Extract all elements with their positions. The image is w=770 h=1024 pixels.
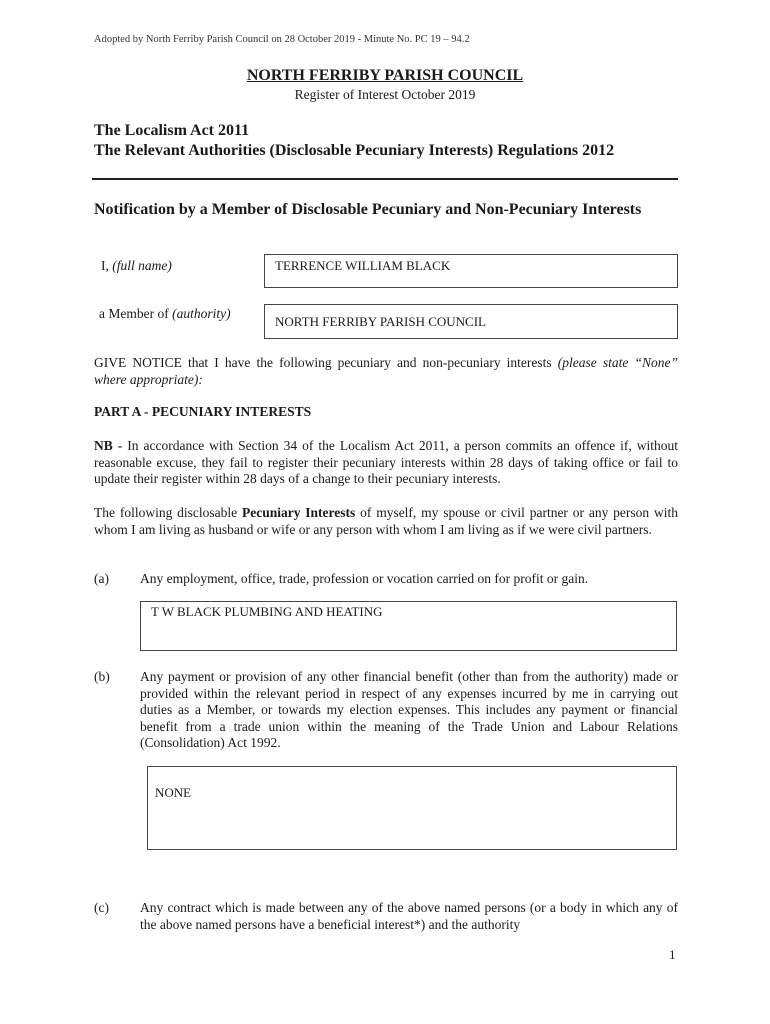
full-name-label bbox=[101, 258, 172, 274]
document-header-note: Adopted by North Ferriby Parish Council on 28 October 2019 - Minute No. PC 19 – 94.2 bbox=[94, 34, 470, 45]
act-title-localism: The Localism Act 2011 bbox=[94, 122, 250, 139]
item-c-label: (c) bbox=[94, 900, 109, 915]
nb-label: NB - bbox=[94, 438, 128, 453]
give-notice-hint: (please state “None” where appropriate): bbox=[94, 355, 678, 387]
give-notice-text: GIVE NOTICE that I have the following pecuniary and non-pecuniary interests bbox=[94, 355, 558, 370]
item-c-text: Any contract which is made between any of the above named persons (or a body in which any of the above named persons have a beneficial interest*) and the authority bbox=[140, 900, 678, 932]
register-subtitle: Register of Interest October 2019 bbox=[294, 87, 476, 102]
full-name-field[interactable] bbox=[264, 254, 678, 288]
page-number: 1 bbox=[669, 947, 676, 962]
full-name-label-hint: (full name) bbox=[112, 258, 172, 273]
following-bold: Pecuniary Interests bbox=[241, 505, 356, 520]
give-notice-paragraph bbox=[94, 355, 678, 388]
section-divider bbox=[92, 178, 678, 180]
item-b-label: (b) bbox=[94, 669, 110, 684]
item-b-text: Any payment or provision of any other financial benefit (other than from the authority) made or provided within the relevant period in respect of any expenses incurred by me in carrying out duties as a Member, or towards my election expenses. This includes any payment or financial benefit from a trade union within the meaning of the Trade Union and Labour Relations (Consolidation) Act 1992. bbox=[140, 669, 678, 750]
act-title-regulations: The Relevant Authorities (Disclosable Pecuniary Interests) Regulations 2012 bbox=[94, 142, 615, 159]
full-name-value: TERRENCE WILLIAM BLACK bbox=[275, 258, 451, 273]
council-title: NORTH FERRIBY PARISH COUNCIL bbox=[246, 67, 524, 84]
following-interests-paragraph bbox=[94, 505, 678, 538]
nb-paragraph bbox=[94, 438, 678, 488]
following-before: The following disclosable bbox=[94, 505, 242, 520]
following-after: of myself, my spouse or civil partner or any person with whom I am living as husband or wife or any person with whom I am living as if we were civil partners. bbox=[94, 505, 678, 537]
item-a-answer-field[interactable] bbox=[140, 601, 677, 651]
notification-title: Notification by a Member of Disclosable Pecuniary and Non-Pecuniary Interests bbox=[94, 201, 642, 218]
authority-value: NORTH FERRIBY PARISH COUNCIL bbox=[275, 314, 486, 329]
full-name-label-prefix: I, bbox=[101, 258, 113, 273]
item-a-label: (a) bbox=[94, 571, 109, 586]
nb-text: In accordance with Section 34 of the Localism Act 2011, a person commits an offence if, without reasonable excuse, they fail to register their pecuniary interests within 28 days of taking office or fail to update their register within 28 days of a change to their pecuniary interests. bbox=[94, 438, 679, 486]
authority-label bbox=[99, 306, 231, 322]
item-a-answer: T W BLACK PLUMBING AND HEATING bbox=[151, 604, 383, 619]
authority-label-hint: (authority) bbox=[172, 306, 231, 321]
item-b-answer: NONE bbox=[155, 785, 192, 800]
authority-label-prefix: a Member of bbox=[99, 306, 173, 321]
authority-field[interactable] bbox=[264, 304, 678, 339]
part-a-heading: PART A - PECUNIARY INTERESTS bbox=[94, 404, 312, 419]
item-b-answer-field[interactable] bbox=[147, 766, 677, 850]
item-a-text: Any employment, office, trade, profession or vocation carried on for profit or gain. bbox=[140, 571, 589, 586]
